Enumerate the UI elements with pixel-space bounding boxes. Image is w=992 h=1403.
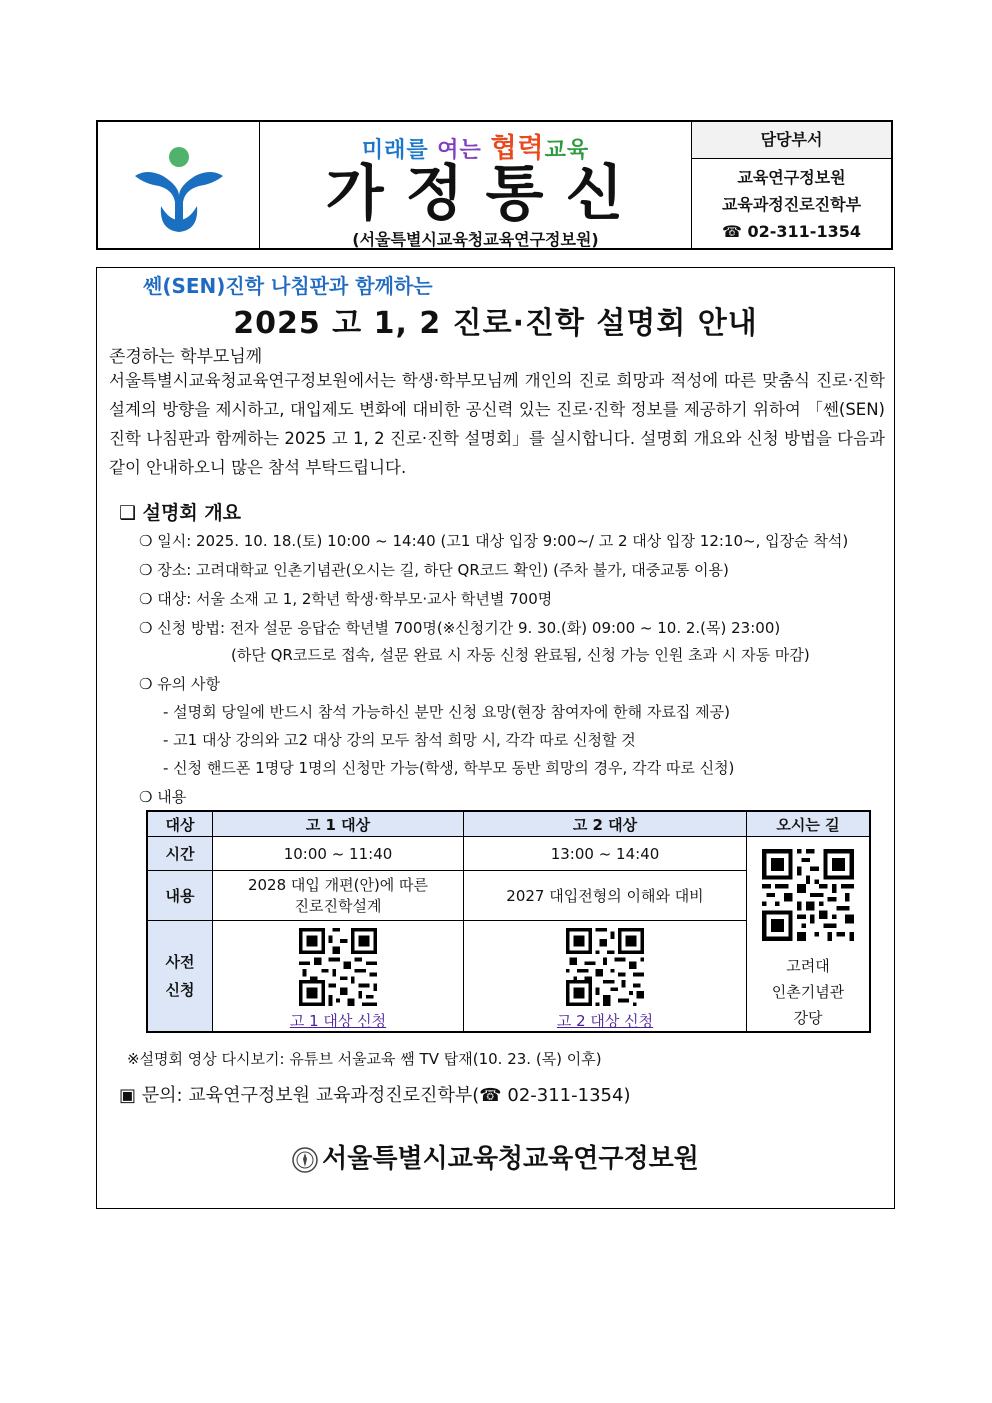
venue-line3: 강당 <box>793 1009 823 1027</box>
apply-continuation: (하단 QR코드로 접속, 설문 완료 시 자동 신청 완료됨, 신청 가능 인원 초과 시 자동 마감) <box>231 646 810 664</box>
caution-item-1: - 설명회 당일에 반드시 참석 가능하신 분만 신청 요망(현장 참여자에 한해 자료집 제공) <box>163 703 730 721</box>
apply-grade2-cell <box>464 921 747 1032</box>
tagline: 쎈(SEN)진학 나침판과 함께하는 <box>143 274 433 298</box>
bullet-caution: ❍ 유의 사항 <box>139 675 220 693</box>
slogan-part3: 협력 <box>490 133 545 164</box>
grade1-apply-link[interactable]: 고 1 대상 신청 <box>289 1011 387 1030</box>
content-grade2: 2027 대입전형의 이해와 대비 <box>464 871 747 921</box>
emblem-icon <box>292 1147 318 1173</box>
directions-qr-code[interactable] <box>762 845 854 945</box>
logo-cell <box>98 122 260 248</box>
row-label-content: 내용 <box>147 871 213 921</box>
contact-info: ▣ 문의: 교육연구정보원 교육과정진로진학부(☎ 02-311-1354) <box>119 1085 631 1106</box>
bullet-apply: ❍ 신청 방법: 전자 설문 응답순 학년별 700명(※신청기간 9. 30.(화) 09:00 ~ 10. 2.(목) 23:00) <box>139 619 781 637</box>
schedule-table <box>146 810 871 1033</box>
bullet-content: ❍ 내용 <box>139 788 187 806</box>
overview-heading: ❑ 설명회 개요 <box>119 502 242 524</box>
th-grade1: 고 1 대상 <box>213 811 464 837</box>
table-header-row <box>147 811 870 837</box>
directions-cell <box>747 837 871 1033</box>
time-grade1: 10:00 ~ 11:40 <box>213 837 464 871</box>
document-title: 가정통신 <box>325 159 646 229</box>
time-grade2: 13:00 ~ 14:40 <box>464 837 747 871</box>
content-grade1 <box>213 871 464 921</box>
venue-line2: 인촌기념관 <box>771 983 845 1001</box>
caution-item-2: - 고1 대상 강의와 고2 대상 강의 모두 참석 희망 시, 각각 따로 신청할 것 <box>163 731 636 749</box>
grade2-apply-link[interactable]: 고 2 대상 신청 <box>556 1011 654 1030</box>
greeting: 존경하는 학부모님께 <box>109 347 263 367</box>
seoul-education-logo-icon <box>129 140 229 240</box>
slogan-part4: 교육 <box>544 138 590 163</box>
footer-organization <box>97 1138 894 1175</box>
apply-label-line1: 사전 <box>165 953 195 972</box>
th-grade2: 고 2 대상 <box>464 811 747 837</box>
department-cell <box>692 122 891 248</box>
title-cell <box>260 122 692 248</box>
letter-header <box>96 120 893 250</box>
department-phone: ☎ 02-311-1354 <box>722 222 861 241</box>
table-row <box>147 837 870 871</box>
grade1-apply-qr-code[interactable] <box>299 928 377 1006</box>
venue-line1: 고려대 <box>786 957 830 975</box>
apply-grade1-cell <box>213 921 464 1032</box>
bullet-target: ❍ 대상: 서울 소재 고 1, 2학년 학생·학부모·교사 학년별 700명 <box>139 590 553 608</box>
bullet-date: ❍ 일시: 2025. 10. 18.(토) 10:00 ~ 14:40 (고1 대상 입장 9:00~/ 고 2 대상 입장 12:10~, 입장순 착석) <box>139 532 849 550</box>
sub-organization: (서울특별시교육청교육연구정보원) <box>352 230 599 249</box>
row-label-apply <box>147 921 213 1032</box>
th-target: 대상 <box>147 811 213 837</box>
footer-organization-name: 서울특별시교육청교육연구정보원 <box>322 1144 699 1174</box>
notice-frame <box>96 267 895 1209</box>
caution-item-3: - 신청 핸드폰 1명당 1명의 신청만 가능(학생, 학부모 동반 희망의 경우, 각각 따로 신청) <box>163 759 735 777</box>
th-directions: 오시는 길 <box>747 811 871 837</box>
content-grade1-line2: 진로진학설계 <box>294 896 382 915</box>
content-grade1-line1: 2028 대입 개편(안)에 따른 <box>247 875 429 894</box>
bullet-place: ❍ 장소: 고려대학교 인촌기념관(오시는 길, 하단 QR코드 확인) (주차 불가, 대중교통 이용) <box>139 561 729 579</box>
department-name1: 교육연구정보원 <box>737 168 846 187</box>
slogan-part1: 미래를 <box>361 138 429 163</box>
row-label-time: 시간 <box>147 837 213 871</box>
grade2-apply-qr-code[interactable] <box>566 928 644 1006</box>
intro-paragraph: 서울특별시교육청교육연구정보원에서는 학생·학부모님께 개인의 진로 희망과 적성에 따른 맞춤식 진로·진학 설계의 방향을 제시하고, 대입제도 변화에 대비한 공신력 있는 진로·진학 정보를 제공하기 위하여 「쎈(SEN)진학 나침판과 함께하는 2025 고 1, 2 진로·진학 설명회」를 실시합니다. 설명회 개요와 신청 방법을 다음과 같이 안내하오니 많은 참석 부탁드립니다. <box>109 371 885 477</box>
department-name2: 교육과정진로진학부 <box>721 195 862 214</box>
video-note: ※설명회 영상 다시보기: 유튜브 서울교육 쌤 TV 탑재(10. 23. (목) 이후) <box>127 1050 602 1068</box>
slogan-part2: 여는 <box>428 138 491 163</box>
department-label: 담당부서 <box>692 122 891 159</box>
page-title: 2025 고 1, 2 진로·진학 설명회 안내 <box>233 306 758 341</box>
apply-label-line2: 신청 <box>165 981 195 1000</box>
